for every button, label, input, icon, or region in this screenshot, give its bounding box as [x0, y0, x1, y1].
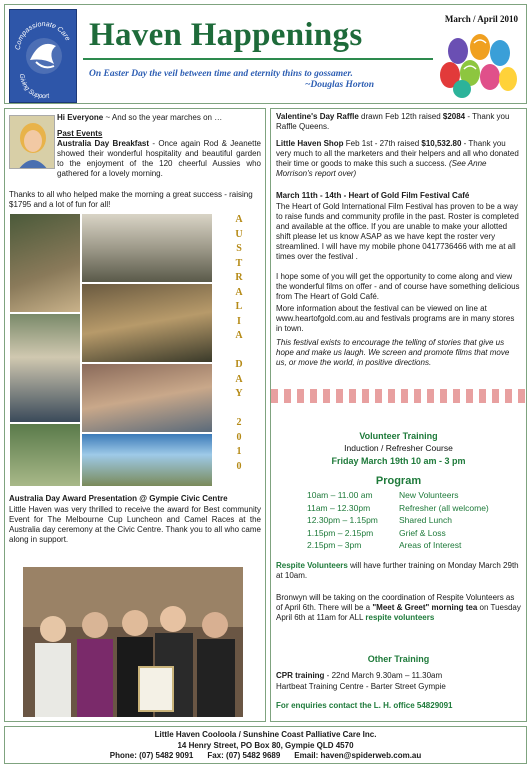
program-event: Shared Lunch	[399, 515, 452, 525]
vertical-letter: A	[235, 373, 243, 385]
footer-address: 14 Henry Street, PO Box 80, Gympie QLD 4570	[177, 740, 354, 750]
australia-day-photo-collage	[9, 213, 213, 487]
award-group-photo	[23, 567, 243, 717]
footer-org: Little Haven Cooloola / Sunshine Coast Palliative Care Inc.	[154, 730, 377, 739]
respite-body: will have further training on Monday March 29th at 10am.	[276, 561, 519, 580]
greeting-bold: Hi Everyone	[57, 113, 104, 122]
festival-quote: This festival exists to encourage the telling of stories that give us hope and make us laugh. We screen and promote films that move us, or move the world, in positive directions.	[276, 338, 510, 367]
volunteer-training-date: Friday March 19th 10 am - 3 pm	[331, 456, 466, 466]
quote-author: ~Douglas Horton	[305, 80, 375, 90]
greeting-rest: ~ And so the year marches on …	[103, 113, 223, 122]
valentine-paragraph	[276, 112, 522, 132]
shop-amount: $10,532.80	[421, 139, 462, 148]
vertical-letter: D	[235, 359, 243, 370]
program-event: Refresher (all welcome)	[399, 502, 489, 513]
vertical-letter: Y	[235, 388, 243, 399]
vertical-letter: I	[237, 315, 241, 327]
issue-date: March / April 2010	[444, 14, 518, 24]
shop-note: (See Anne Morrison's report over)	[276, 159, 487, 178]
vertical-letter: L	[235, 301, 243, 312]
other-training-title: Other Training	[367, 654, 430, 664]
bronwyn-respite: respite volunteers	[365, 613, 435, 622]
collage-photo	[9, 423, 81, 487]
cpr-place: Hartbeat Training Centre - Barter Street Gympie	[276, 682, 446, 691]
vertical-letter: S	[236, 243, 242, 254]
volunteer-training-subtitle: Induction / Refresher Course	[344, 443, 453, 453]
program-time: 1.15pm – 2.15pm	[307, 527, 374, 538]
program-row	[307, 489, 489, 502]
vertical-letter: R	[235, 272, 243, 283]
festival-body-3: More information about the festival can be viewed on line at www.heartofgold.com.au and festivals programs are in many stores in town.	[276, 304, 515, 333]
program-row	[307, 514, 489, 527]
program-row	[307, 527, 489, 540]
coordinator-portrait	[9, 115, 55, 169]
enquiries: For enquiries contact the L. H. office 54829091	[276, 701, 453, 710]
bronwyn-text-b: on Tuesday April 6th at 11am for ALL	[276, 603, 521, 622]
decorative-stripes	[271, 389, 526, 403]
logo-text-bottom: Giving Support	[17, 73, 50, 101]
valentine-body-a: drawn Feb 12th raised	[358, 112, 443, 121]
footer-fax: Fax: (07) 5482 9689	[207, 751, 281, 760]
program-row	[307, 502, 489, 515]
vertical-letter: U	[235, 228, 243, 240]
volunteer-training-title: Volunteer Training	[359, 431, 438, 441]
collage-photo	[9, 313, 81, 423]
vertical-letter	[217, 402, 261, 417]
respite-paragraph	[276, 561, 522, 581]
breakfast-body: - Once again Rod & Jeanette showed their wonderful hospitality and beautiful garden to the enjoyment of the 120 cheerful Aussies who gathered for a lovely morning.	[57, 139, 261, 178]
program-event: Grief & Loss	[399, 527, 446, 538]
shop-body-a: Feb 1st - 27th raised	[343, 139, 422, 148]
program-time: 12.30pm – 1.15pm	[307, 515, 378, 525]
breakfast-title: Australia Day Breakfast	[57, 139, 150, 148]
valentine-title: Valentine's Day Raffle	[276, 112, 359, 121]
organisation-logo	[9, 9, 77, 103]
cpr-paragraph	[276, 671, 522, 681]
collage-photo	[81, 433, 213, 487]
past-events-heading: Past Events	[57, 129, 103, 138]
program-time: 2.15pm – 3pm	[307, 540, 362, 550]
greeting	[57, 113, 222, 123]
vertical-letter: T	[235, 257, 243, 269]
footer	[4, 726, 527, 764]
valentine-amount: $2084	[442, 112, 466, 121]
vertical-letter: A	[235, 330, 243, 341]
masthead	[4, 4, 527, 104]
left-column	[4, 108, 266, 722]
easter-eggs-image	[436, 33, 518, 99]
meet-greet: "Meet & Greet" morning tea	[372, 603, 478, 612]
program-list	[307, 489, 489, 552]
shop-paragraph	[276, 139, 522, 179]
easter-quote: On Easter Day the veil between time and eternity thins to gossamer.	[89, 69, 353, 79]
cpr-body: - 22nd March 9.30am – 11.30am	[324, 671, 443, 680]
australia-day-2010-vertical-text	[217, 213, 261, 487]
logo-text-top: Compassionate Care	[14, 20, 71, 51]
shop-body-b: - Thank you very much to all the marketers and their helpers and all who donated their time or goods to make this such a success.	[276, 139, 519, 168]
festival-body: The Heart of Gold International Film Festival has proven to be a way to raise funds and community profile in the past. Roster is completed and available at the office. If you are unable to make your allotted shift please let us know ASAP as we have kept the roster very streamlined. I will have my mobile phone 0417736466 with me at all times over the festival .	[276, 202, 519, 261]
right-column	[270, 108, 527, 722]
collage-photo	[81, 363, 213, 433]
bronwyn-text-a: Bronwyn will be taking on the coordination of Respite Volunteers as of April 6th. There will be a	[276, 593, 515, 612]
collage-photo	[81, 213, 213, 283]
valentine-body-b: - Thank you Raffle Queens.	[276, 112, 510, 131]
program-time: 11am – 12.30pm	[307, 502, 371, 513]
collage-photo	[81, 283, 213, 363]
collage-photo	[9, 213, 81, 313]
breakfast-paragraph	[57, 139, 261, 179]
title-rule	[83, 58, 433, 60]
festival-title: March 11th - 14th - Heart of Gold Film Festival Café	[276, 191, 470, 200]
program-row	[307, 539, 489, 552]
footer-phone: Phone: (07) 5482 9091	[109, 751, 194, 760]
program-title: Program	[375, 475, 422, 487]
logo-graphic	[10, 10, 77, 103]
breakfast-thanks: Thanks to all who helped make the morning a great success - raising $1795 and a lot of fun for all!	[9, 190, 253, 209]
program-event: New Volunteers	[399, 490, 459, 500]
cpr-title: CPR training	[276, 671, 325, 680]
program-time: 10am – 11.00 am	[307, 490, 373, 500]
award-title: Australia Day Award Presentation @ Gympie Civic Centre	[9, 494, 228, 503]
footer-contacts	[5, 751, 526, 762]
footer-email[interactable]: Email: haven@spiderweb.com.au	[294, 751, 422, 760]
festival-body-2: I hope some of you will get the opportunity to come along and view the wonderful films on offer - and of course have something delicious from The Heart of Gold Café.	[276, 272, 520, 301]
shop-title: Little Haven Shop	[276, 139, 344, 148]
newsletter-title: Haven Happenings	[89, 17, 363, 53]
respite-title: Respite Volunteers	[276, 561, 348, 570]
award-body: Little Haven was very thrilled to receive the award for Best community Event for The Melbourne Cup Luncheon and Camel Races at the Australia day ceremony at the Civic Centre. Thank you to all who came along in support.	[9, 505, 261, 544]
vertical-letter: 1	[236, 446, 242, 457]
program-event: Areas of Interest	[399, 540, 462, 550]
vertical-letter: 0	[236, 460, 242, 472]
bronwyn-paragraph	[276, 593, 522, 623]
vertical-letter: 2	[236, 417, 242, 428]
vertical-letter: A	[235, 286, 243, 298]
vertical-letter	[217, 344, 261, 359]
vertical-letter: 0	[236, 431, 242, 443]
vertical-letter: A	[235, 214, 243, 225]
